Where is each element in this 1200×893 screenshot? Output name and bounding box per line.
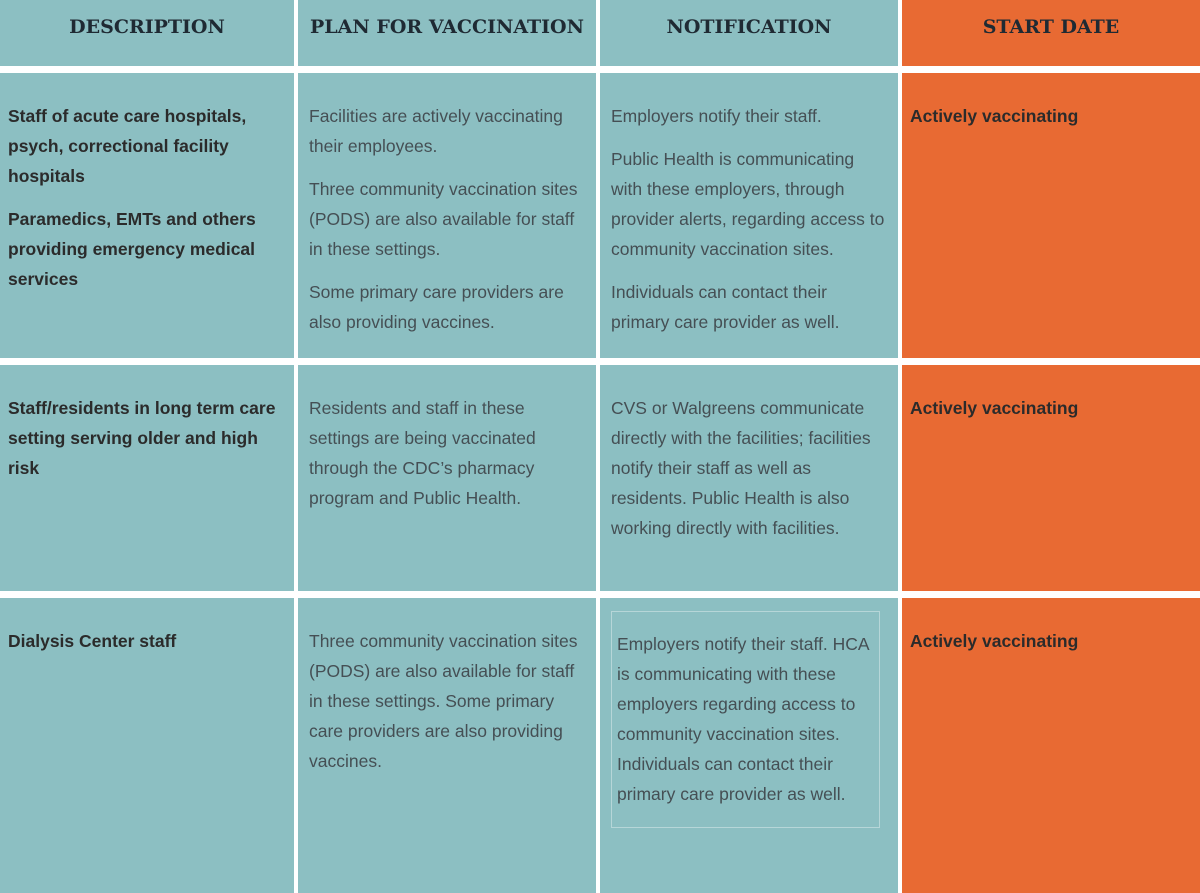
header-description: DESCRIPTION: [0, 0, 294, 66]
row-1-plan: [298, 73, 596, 358]
description-text: Dialysis Center staff: [8, 631, 177, 651]
row-2-plan: [298, 365, 596, 591]
row-3-description: [0, 598, 294, 893]
row-3-start-date: [902, 598, 1200, 893]
description-text: Staff/residents in long term care setting serving older and high risk: [8, 398, 276, 478]
header-notification: NOTIFICATION: [600, 0, 898, 66]
notification-text: Employers notify their staff.: [611, 106, 822, 126]
start-date-text: Actively vaccinating: [910, 631, 1079, 651]
description-text: Paramedics, EMTs and others providing emergency medical services: [8, 209, 256, 289]
start-date-text: Actively vaccinating: [910, 106, 1079, 126]
start-date-text: Actively vaccinating: [910, 398, 1079, 418]
notification-text: Employers notify their staff. HCA is communicating with these employers regarding access to community vaccination sites. Individuals can contact their primary care provider as well.: [617, 634, 869, 804]
plan-text: Three community vaccination sites (PODS) are also available for staff in these settings.: [309, 179, 578, 259]
description-text: Staff of acute care hospitals, psych, correctional facility hospitals: [8, 106, 247, 186]
row-1-notification: [600, 73, 898, 358]
row-2-notification: [600, 365, 898, 591]
header-start-date: START DATE: [902, 0, 1200, 66]
header-plan: PLAN FOR VACCINATION: [298, 0, 596, 66]
row-3-plan: [298, 598, 596, 893]
notification-text: CVS or Walgreens communicate directly with the facilities; facilities notify their staff as well as residents. Public Health is also working directly with facilities.: [611, 398, 871, 538]
plan-text: Some primary care providers are also providing vaccines.: [309, 282, 564, 332]
notification-text: Individuals can contact their primary care provider as well.: [611, 282, 840, 332]
row-1-start-date: [902, 73, 1200, 358]
row-3-notification: [600, 598, 898, 893]
row-1-description: [0, 73, 294, 358]
row-2-start-date: [902, 365, 1200, 591]
notification-box: [611, 611, 880, 828]
plan-text: Facilities are actively vaccinating their employees.: [309, 106, 563, 156]
row-2-description: [0, 365, 294, 591]
plan-text: Residents and staff in these settings are being vaccinated through the CDC’s pharmacy program and Public Health.: [309, 398, 536, 508]
plan-text: Three community vaccination sites (PODS) are also available for staff in these settings. Some primary care providers are also providing vaccines.: [309, 631, 578, 771]
notification-text: Public Health is communicating with these employers, through provider alerts, regarding access to community vaccination sites.: [611, 149, 885, 259]
